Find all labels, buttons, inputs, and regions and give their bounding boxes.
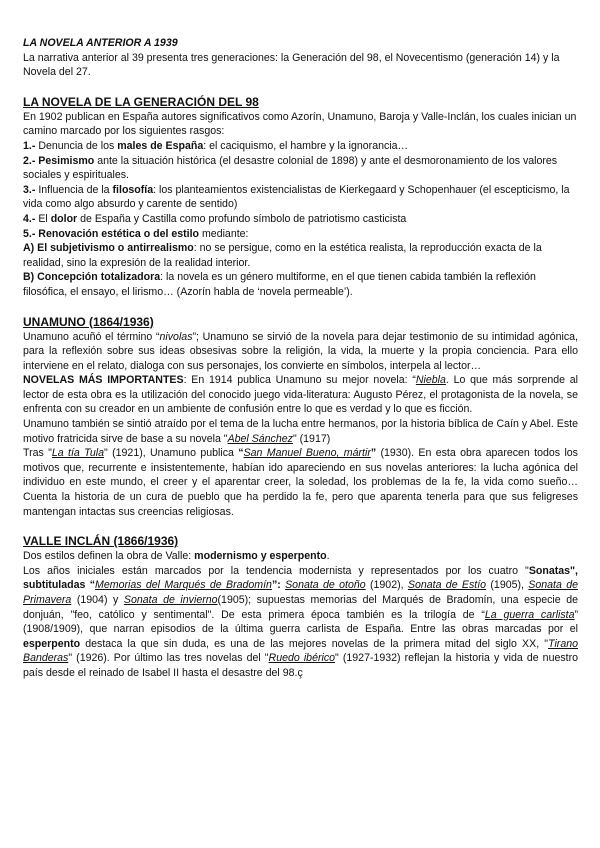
trait-1-num: 1.-: [23, 139, 39, 152]
trait-5b-text: : la novela es un género multiforme, en el que tienen cabida también la reflexión filosófica, el ensayo, el lirismo… (Azorín habla de ‘novela permeable’).: [23, 271, 536, 298]
valle-paragraph-2: [23, 564, 578, 681]
valle-paragraph-1: [23, 549, 578, 564]
unamuno-p4-c: " (1921), Unamuno publica: [104, 447, 239, 460]
unamuno-p4-title-2: San Manuel Bueno, mártir: [243, 447, 371, 460]
trait-5b-key: B) Concepción totalizadora: [23, 271, 161, 284]
valle-p2-sonatas: Sonatas: [528, 564, 571, 577]
valle-heading: VALLE INCLÁN (1866/1936): [23, 534, 179, 549]
valle-p2-o: ” (1908/1909), que narran episodios de la última guerra carlista de España. Entre las obras marcadas por el: [23, 608, 578, 636]
unamuno-p4-a: Tras ": [23, 447, 52, 460]
trait-5-key: 5.- Renovación estética o del estilo: [23, 227, 200, 240]
unamuno-p4-quote-open: “: [238, 447, 244, 460]
unamuno-p4-title-1: La tía Tula: [51, 447, 104, 460]
valle-p2-q: destaca la que sin duda, es una de las mejores novelas de la primera mitad del siglo XX, ": [80, 637, 549, 650]
unamuno-p3-title: Abel Sánchez: [227, 432, 293, 445]
trait-3-key: filosofía: [112, 183, 154, 196]
trait-1: [23, 139, 578, 154]
valle-p1-a: Dos estilos definen la obra de Valle:: [23, 550, 195, 563]
unamuno-paragraph-1: [23, 330, 578, 374]
valle-p2-u: " (1927-1932) reflejan la historia y vida de nuestro país desde el reinado de Isabel II hasta el desastre del 98.ç: [23, 652, 579, 679]
trait-5: [23, 227, 578, 242]
trait-2-text: ante la situación histórica (el desastre colonial de 1898) y ante el desmoronamiento de los valores sociales y espirituales.: [23, 154, 558, 182]
valle-p2-memorias: Memorias del Marqués de Bradomín: [95, 579, 272, 592]
valle-p2-a: Los años iniciales están marcados por la tendencia modernista y representados por los cuatro ": [23, 564, 529, 577]
trait-5a: [23, 241, 578, 270]
unamuno-p1-a: Unamuno acuñó el término “: [23, 330, 160, 343]
trait-4-key: dolor: [50, 212, 78, 225]
unamuno-paragraph-4: [23, 446, 578, 519]
unamuno-p2-title: Niebla: [415, 374, 446, 387]
trait-4-text: de España y Castilla como profundo símbolo de patriotismo casticista: [77, 212, 407, 225]
valle-p2-primavera: Sonata de Primavera: [23, 579, 578, 606]
unamuno-p3-c: " (1917): [292, 432, 331, 445]
trait-2-key: 2.- Pesimismo: [23, 154, 95, 167]
trait-5-text: mediante:: [199, 227, 249, 240]
trait-5b: [23, 270, 578, 299]
valle-p2-otono: Sonata de otoño: [285, 579, 366, 592]
valle-p2-esperpento: esperpento: [23, 637, 81, 650]
trait-4-num: 4.-: [23, 212, 39, 225]
unamuno-p3-a: Unamuno también se sintió atraído por el tema de la lucha entre hermanos, por la historia bíblica de Caín y Abel. Este motivo fratricida sirve de base a su novela ": [23, 418, 578, 445]
document-page: [23, 36, 578, 681]
valle-p2-ruedo: Ruedo ibérico: [268, 652, 336, 665]
trait-4: [23, 212, 578, 227]
trait-3-text: : los planteamientos existencialistas de Kierkegaard y Schopenhauer (el escepticismo, la vida como algo absurdo y carente de sentido): [23, 183, 570, 211]
valle-p1-c: .: [326, 550, 330, 563]
unamuno-paragraph-2: [23, 373, 578, 417]
gen98-intro: En 1902 publican en España autores significativos como Azorín, Unamuno, Baroja y Valle-Inclán, los cuales inician un camino marcado por los siguientes rasgos:: [23, 110, 577, 138]
valle-p2-invierno: Sonata de invierno: [123, 594, 218, 606]
trait-3-pre: Influencia de la: [38, 183, 113, 196]
unamuno-paragraph-3: [23, 417, 578, 446]
valle-p1-key: modernismo y esperpento: [194, 550, 327, 563]
trait-1-text: : el caciquismo, el hambre y la ignorancia…: [203, 139, 409, 152]
unamuno-p1-term: nivolas: [159, 330, 193, 343]
valle-p2-g: (1902),: [365, 579, 408, 592]
trait-4-pre: El: [38, 212, 51, 225]
trait-2: [23, 154, 578, 183]
valle-p2-e: ”:: [271, 579, 286, 592]
valle-p2-tirano: Tirano Banderas: [23, 637, 578, 665]
trait-5a-key: A) El subjetivismo o antirrealismo: [23, 242, 194, 255]
unamuno-p2-d: . Lo que más sorprende al lector de esta obra es la utilización del conocido juego vida-literatura: Augusto Pérez, el protagonista de la novela, se enfrenta con su creador en un ambiente de confusión entre lo que es verdad y lo que es ficción.: [23, 374, 578, 416]
unamuno-p4-quote-close: ”: [370, 447, 377, 460]
unamuno-p2-key: NOVELAS MÁS IMPORTANTES: [23, 374, 184, 387]
trait-5a-text: : no se persigue, como en la estética realista, la reproducción exacta de la realidad, sino la expresión de la realidad interior.: [23, 242, 542, 269]
trait-1-key: males de España: [117, 139, 204, 152]
gen98-heading: LA NOVELA DE LA GENERACIÓN DEL 98: [23, 94, 259, 109]
trait-1-pre: Denuncia de los: [38, 139, 118, 152]
document-title: LA NOVELA ANTERIOR A 1939: [23, 37, 178, 49]
unamuno-p4-g: (1930). En esta obra aparecen todos los motivos que, recurrente e insistentemente, habían ido apareciendo en sus novelas anteriores: la lucha agónica del individuo en este mundo, el creer y el aparentar creer, la soledad, los problemas de la fe, la vida como sueño… Cuenta la historia de un cura de pueblo que ha perdido la fe, pero que aparenta tenerla para que sus feligreses mantengan intactas sus creencias religiosas.: [23, 447, 578, 518]
valle-p2-i: (1905),: [486, 579, 529, 592]
unamuno-heading: UNAMUNO (1864/1936): [23, 314, 154, 329]
valle-p2-s: " (1926). Por último las tres novelas del ": [68, 652, 269, 665]
valle-p2-k: (1904) y: [71, 594, 124, 606]
valle-p2-m: (1905); supuestas memorias del Marqués de Bradomín, una especie de donjuán, "feo, católico y sentimental". De esta primera época también es la trilogía de “: [23, 594, 578, 621]
unamuno-p2-b: : En 1914 publica Unamuno su mejor novela: “: [183, 374, 416, 387]
unamuno-p1-c: ”; Unamuno se sirvió de la novela para dejar testimonio de su intimidad agónica, para la reflexión sobre sus ideas obsesivas sobre la religión, la vida, la muerte y la propia conciencia. Para ello interviene en el relato, dialoga con sus personajes, los convierte en símbolos, interpela al lector…: [23, 330, 578, 372]
valle-p2-c: ", subtituladas “: [23, 564, 578, 592]
valle-p2-estio: Sonata de Estío: [407, 579, 487, 592]
valle-p2-guerra: La guerra carlista: [484, 608, 575, 621]
trait-3: [23, 183, 578, 212]
intro-paragraph: La narrativa anterior al 39 presenta tres generaciones: la Generación del 98, el Novecentismo (generación 14) y la Novela del 27.: [23, 51, 560, 79]
trait-3-num: 3.-: [23, 183, 39, 196]
